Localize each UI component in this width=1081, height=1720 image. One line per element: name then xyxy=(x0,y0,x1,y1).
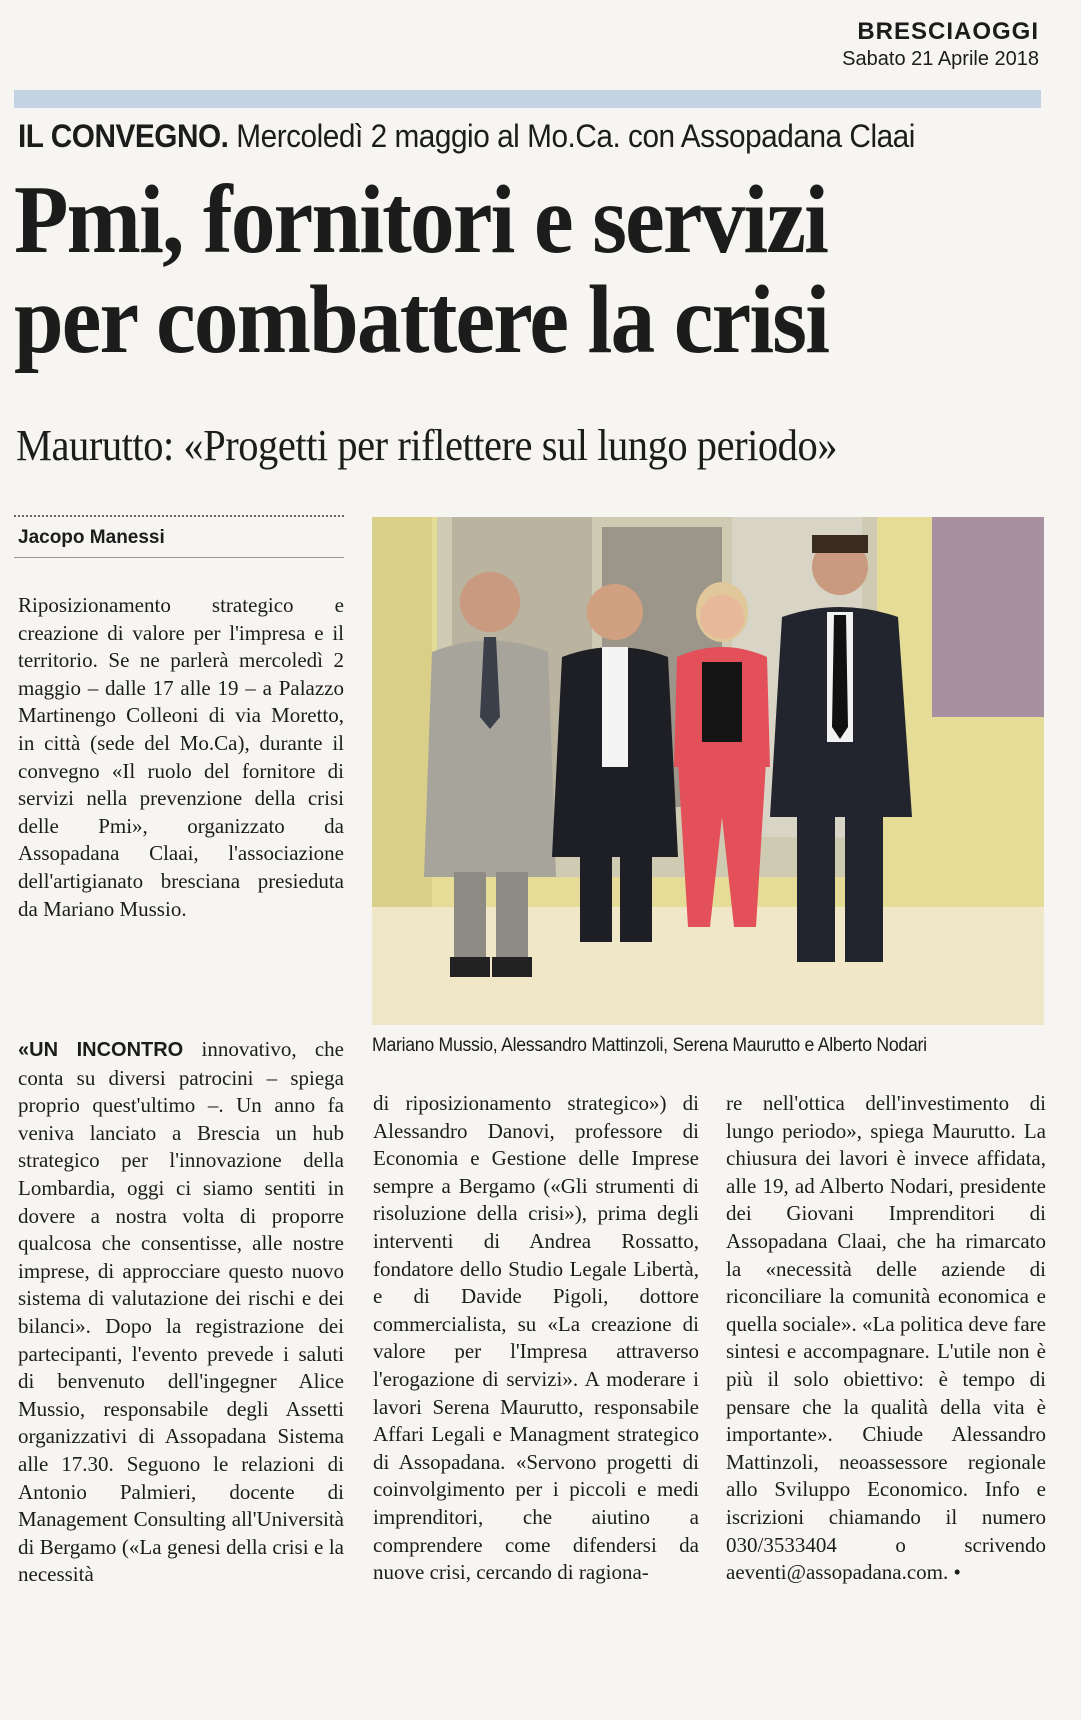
section-color-bar xyxy=(14,90,1041,108)
photo-caption: Mariano Mussio, Alessandro Mattinzoli, Serena Maurutto e Alberto Nodari xyxy=(372,1035,927,1056)
paragraph-lead-caps: «UN INCONTRO xyxy=(18,1039,184,1061)
masthead xyxy=(842,18,1039,71)
author-byline: Jacopo Manessi xyxy=(18,527,165,548)
newspaper-name: BRESCIAOGGI xyxy=(857,18,1039,45)
group-portrait-photo xyxy=(372,517,1044,1025)
issue-date: Sabato 21 Aprile 2018 xyxy=(842,48,1039,70)
byline-block xyxy=(14,515,344,558)
article-photo xyxy=(372,517,1044,1025)
article-paragraph-3: di riposizionamento strategico») di Alessandro Danovi, professore di Economia e Gestione delle Imprese sempre a Bergamo («Gli strumenti di risoluzione della crisi»), prima degli interventi di Andrea Rossatto, fondatore dello Studio Legale Libertà, e di Davide Pigoli, dottore commercialista, su «La creazione di valore per l'Impresa attraverso l'erogazione di servizi». A moderare i lavori Serena Maurutto, responsabile Affari Legali e Managment strategico di Assopadana. «Servono progetti di coinvolgimento per i piccoli e medi imprenditori, che aiutino a comprendere come difendersi da nuove crisi, cercando di ragiona- xyxy=(373,1091,699,1585)
paragraph-2-text: innovativo, che conta su diversi patrocini – spiega proprio quest'ultimo –. Un anno fa veniva lanciato a Brescia un hub strategico per l'innovazione della Lombardia, oggi ci siamo sentiti in dovere a nostra volta di proporre qualcosa che consentisse, alle nostre imprese, di approcciare questo nuovo sistema di valutazione dei rischi e dei bilanci». Dopo la registrazione dei partecipanti, l'evento prevede i saluti di benvenuto dell'ingegner Alice Mussio, responsabile degli Assetti organizzativi di Assopadana Sistema alle 17.30. Seguono le relazioni di Antonio Palmieri, docente di Management Consulting all'Università di Bergamo («La genesi della crisi e la necessità xyxy=(18,1037,344,1587)
kicker-text: Mercoledì 2 maggio al Mo.Ca. con Assopadana Claai xyxy=(236,118,915,154)
headline-line-2: per combattere la crisi xyxy=(14,266,829,374)
article-paragraph-2 xyxy=(18,1036,344,1589)
kicker-label: IL CONVEGNO. xyxy=(18,118,229,154)
article-headline xyxy=(14,166,979,374)
article-paragraph-1: Riposizionamento strategico e creazione di valore per l'impresa e il territorio. Se ne parlerà mercoledì 2 maggio – dalle 17 alle 19 – a Palazzo Martinengo Colleoni di via Moretto, in città (sede del Mo.Ca), durante il convegno «Il ruolo del fornitore di servizi nella prevenzione della crisi delle Pmi», organizzato da Assopadana Claai, l'associazione dell'artigianato bresciana presieduta da Mariano Mussio. xyxy=(18,593,344,921)
headline-line-1: Pmi, fornitori e servizi xyxy=(14,166,828,274)
article-subheadline: Maurutto: «Progetti per riflettere sul lungo periodo» xyxy=(16,421,838,470)
article-paragraph-4: re nell'ottica dell'investimento di lungo periodo», spiega Maurutto. La chiusura dei lavori è invece affidata, alle 19, ad Alberto Nodari, presidente dei Giovani Imprenditori di Assopadana Claai, che ha rimarcato la «necessità delle aziende di riconciliare la comunità economica e quella sociale». «La politica deve fare sintesi e accompagnare. L'utile non è più il solo obiettivo: è tempo di pensare che la qualità della vita è importante». Chiude Alessandro Mattinzoli, neoassessore regionale allo Sviluppo Economico. Info e iscrizioni chiamando il numero 030/3533404 o scrivendo aeventi@assopadana.com. • xyxy=(726,1091,1046,1585)
article-kicker xyxy=(18,118,976,155)
byline-rule-bottom xyxy=(14,557,344,558)
